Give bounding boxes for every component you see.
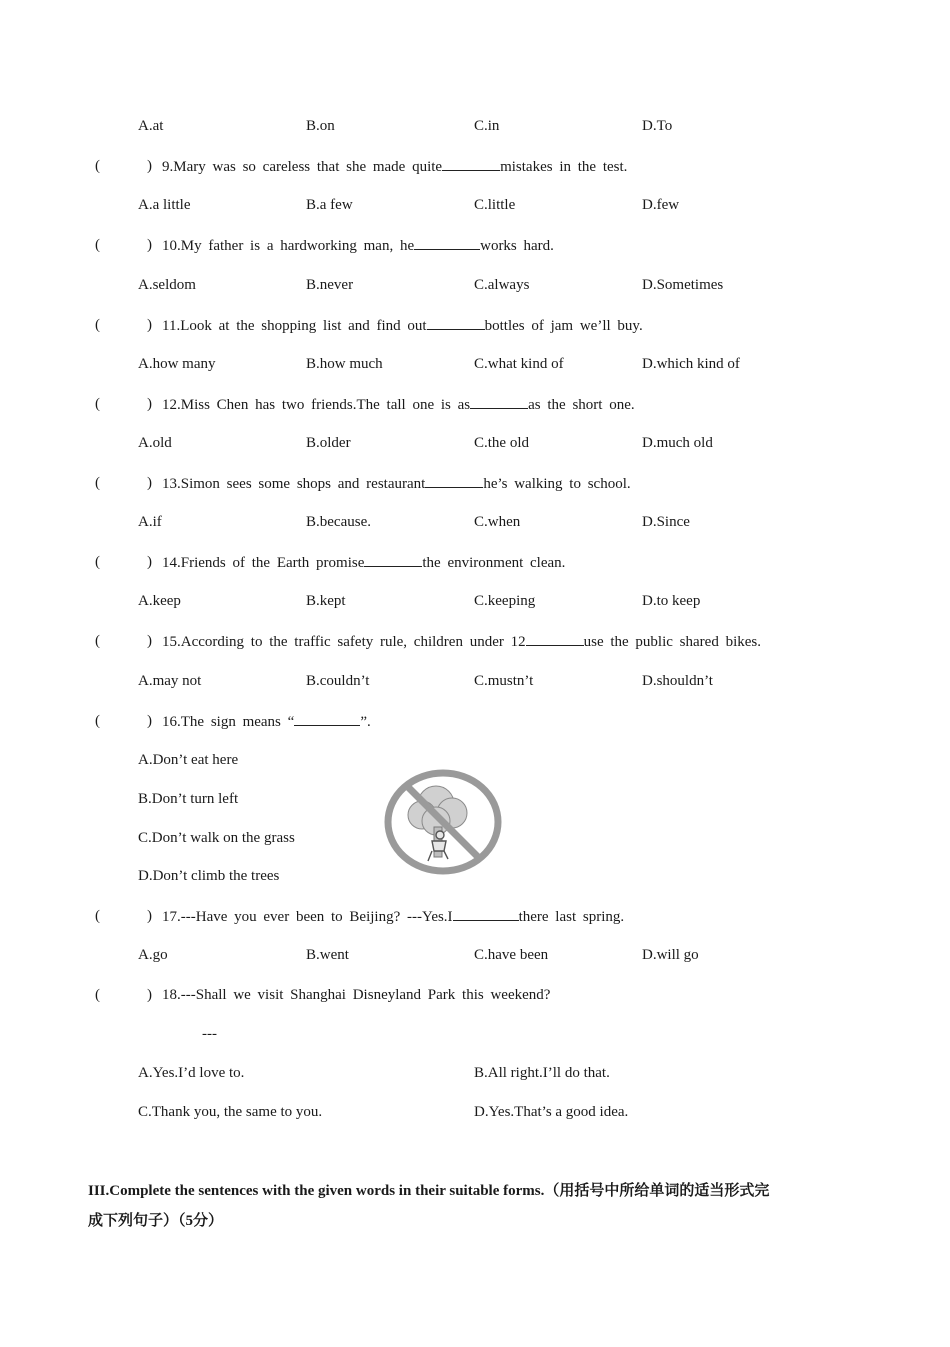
option-b: B.because.: [306, 514, 371, 530]
question-number: 14.: [162, 555, 181, 571]
question-stem: [162, 315, 643, 336]
answer-paren-close: ): [147, 908, 152, 924]
option-c: C.keeping: [474, 593, 536, 609]
option-d: D.much old: [642, 435, 713, 451]
option-a: A.may not: [138, 673, 202, 689]
option-c: C.Don’t walk on the grass: [138, 830, 295, 846]
option-d: D.will go: [642, 947, 699, 963]
stem-before: Look at the shopping list and find out: [180, 318, 427, 334]
answer-blank: [294, 711, 360, 726]
answer-blank: [427, 315, 485, 330]
option-c: C.mustn’t: [474, 673, 534, 689]
option-a: A.if: [138, 514, 162, 530]
stem-before: ---Shall we visit Shanghai Disneyland Park this weekend?: [180, 987, 551, 1003]
stem-after: bottles of jam we’ll buy.: [484, 318, 643, 334]
stem-after: use the public shared bikes.: [583, 634, 761, 650]
option-b: B.went: [306, 947, 349, 963]
answer-paren-close: ): [147, 317, 152, 333]
option-d: D.Yes.That’s a good idea.: [474, 1104, 629, 1120]
option-a: A.keep: [138, 593, 181, 609]
stem-after: he’s walking to school.: [483, 476, 631, 492]
option-a: A.go: [138, 947, 168, 963]
stem-before: Simon sees some shops and restaurant: [180, 476, 426, 492]
option-d: D.shouldn’t: [642, 673, 713, 689]
answer-paren-open[interactable]: (: [95, 987, 100, 1003]
question-number: 18.: [162, 987, 181, 1003]
option-b: B.how much: [306, 356, 383, 372]
option-b: B.Don’t turn left: [138, 791, 239, 807]
answer-paren-close: ): [147, 713, 152, 729]
q8-option-c: C.in: [474, 118, 500, 134]
stem-after: works hard.: [480, 238, 554, 254]
question-stem: [162, 552, 565, 573]
stem-after: ”.: [360, 714, 371, 730]
q8-option-a: A.at: [138, 118, 164, 134]
answer-paren-close: ): [147, 554, 152, 570]
option-a: A.Don’t eat here: [138, 752, 239, 768]
answer-blank: [425, 473, 483, 488]
question-stem: [162, 156, 627, 177]
section-3-heading: [88, 1176, 868, 1236]
option-b: B.kept: [306, 593, 346, 609]
option-a: A.how many: [138, 356, 216, 372]
option-b: B.older: [306, 435, 351, 451]
section-3-heading-line2: 成下列句子）（5分）: [88, 1213, 224, 1229]
option-b: B.couldn’t: [306, 673, 370, 689]
option-b: B.All right.I’ll do that.: [474, 1065, 610, 1081]
answer-paren-close: ): [147, 987, 152, 1003]
answer-blank: [414, 235, 480, 250]
question-number: 16.: [162, 714, 181, 730]
question-number: 9.: [162, 159, 174, 175]
option-d: D.Sometimes: [642, 277, 724, 293]
answer-paren-open[interactable]: (: [95, 554, 100, 570]
option-a: A.Yes.I’d love to.: [138, 1065, 245, 1081]
option-d: D.which kind of: [642, 356, 740, 372]
question-number: 15.: [162, 634, 181, 650]
question-number: 10.: [162, 238, 181, 254]
question-stem: [162, 235, 554, 256]
section-3-heading-line1: III.Complete the sentences with the given words in their suitable forms.（用括号中所给单词的适当形式完: [88, 1183, 770, 1199]
no-climbing-trees-sign-icon: [384, 769, 502, 875]
option-d: D.Since: [642, 514, 690, 530]
stem-before: Miss Chen has two friends.The tall one is as: [180, 397, 471, 413]
answer-paren-open[interactable]: (: [95, 633, 100, 649]
option-c: C.the old: [474, 435, 529, 451]
option-d: D.to keep: [642, 593, 701, 609]
answer-paren-close: ): [147, 158, 152, 174]
answer-paren-open[interactable]: (: [95, 475, 100, 491]
answer-paren-open[interactable]: (: [95, 158, 100, 174]
answer-paren-open[interactable]: (: [95, 396, 100, 412]
question-stem: [162, 631, 761, 652]
option-c: C.little: [474, 197, 516, 213]
answer-paren-open[interactable]: (: [95, 908, 100, 924]
question-stem: [162, 711, 371, 732]
option-d: D.few: [642, 197, 680, 213]
option-c: C.always: [474, 277, 530, 293]
answer-blank: [442, 156, 500, 171]
question-stem: [162, 394, 635, 415]
stem-before: According to the traffic safety rule, children under 12: [180, 634, 526, 650]
answer-paren-close: ): [147, 396, 152, 412]
answer-blank: [364, 552, 422, 567]
answer-paren-open[interactable]: (: [95, 713, 100, 729]
stem-before: ---Have you ever been to Beijing? ---Yes.I: [180, 909, 453, 925]
option-a: A.old: [138, 435, 172, 451]
response-line: ---: [202, 1026, 217, 1042]
answer-blank: [453, 906, 519, 921]
answer-paren-close: ): [147, 237, 152, 253]
stem-before: My father is a hardworking man, he: [180, 238, 415, 254]
answer-paren-open[interactable]: (: [95, 237, 100, 253]
stem-before: The sign means “: [180, 714, 295, 730]
option-b: B.never: [306, 277, 354, 293]
answer-paren-close: ): [147, 475, 152, 491]
stem-after: the environment clean.: [422, 555, 566, 571]
answer-paren-open[interactable]: (: [95, 317, 100, 333]
option-d: D.Don’t climb the trees: [138, 868, 280, 884]
stem-before: Friends of the Earth promise: [180, 555, 365, 571]
option-a: A.seldom: [138, 277, 196, 293]
q8-option-d: D.To: [642, 118, 673, 134]
stem-after: as the short one.: [528, 397, 635, 413]
stem-before: Mary was so careless that she made quite: [173, 159, 443, 175]
question-stem: [162, 985, 550, 1005]
question-stem: [162, 473, 631, 494]
option-c: C.what kind of: [474, 356, 564, 372]
question-number: 17.: [162, 909, 181, 925]
option-c: C.when: [474, 514, 521, 530]
option-a: A.a little: [138, 197, 191, 213]
stem-after: mistakes in the test.: [500, 159, 628, 175]
option-c: C.have been: [474, 947, 549, 963]
question-number: 11.: [162, 318, 181, 334]
option-c: C.Thank you, the same to you.: [138, 1104, 323, 1120]
question-stem: [162, 906, 624, 927]
answer-blank: [470, 394, 528, 409]
q8-option-b: B.on: [306, 118, 335, 134]
question-number: 13.: [162, 476, 181, 492]
answer-blank: [526, 631, 584, 646]
option-b: B.a few: [306, 197, 353, 213]
answer-paren-close: ): [147, 633, 152, 649]
question-number: 12.: [162, 397, 181, 413]
stem-after: there last spring.: [518, 909, 625, 925]
